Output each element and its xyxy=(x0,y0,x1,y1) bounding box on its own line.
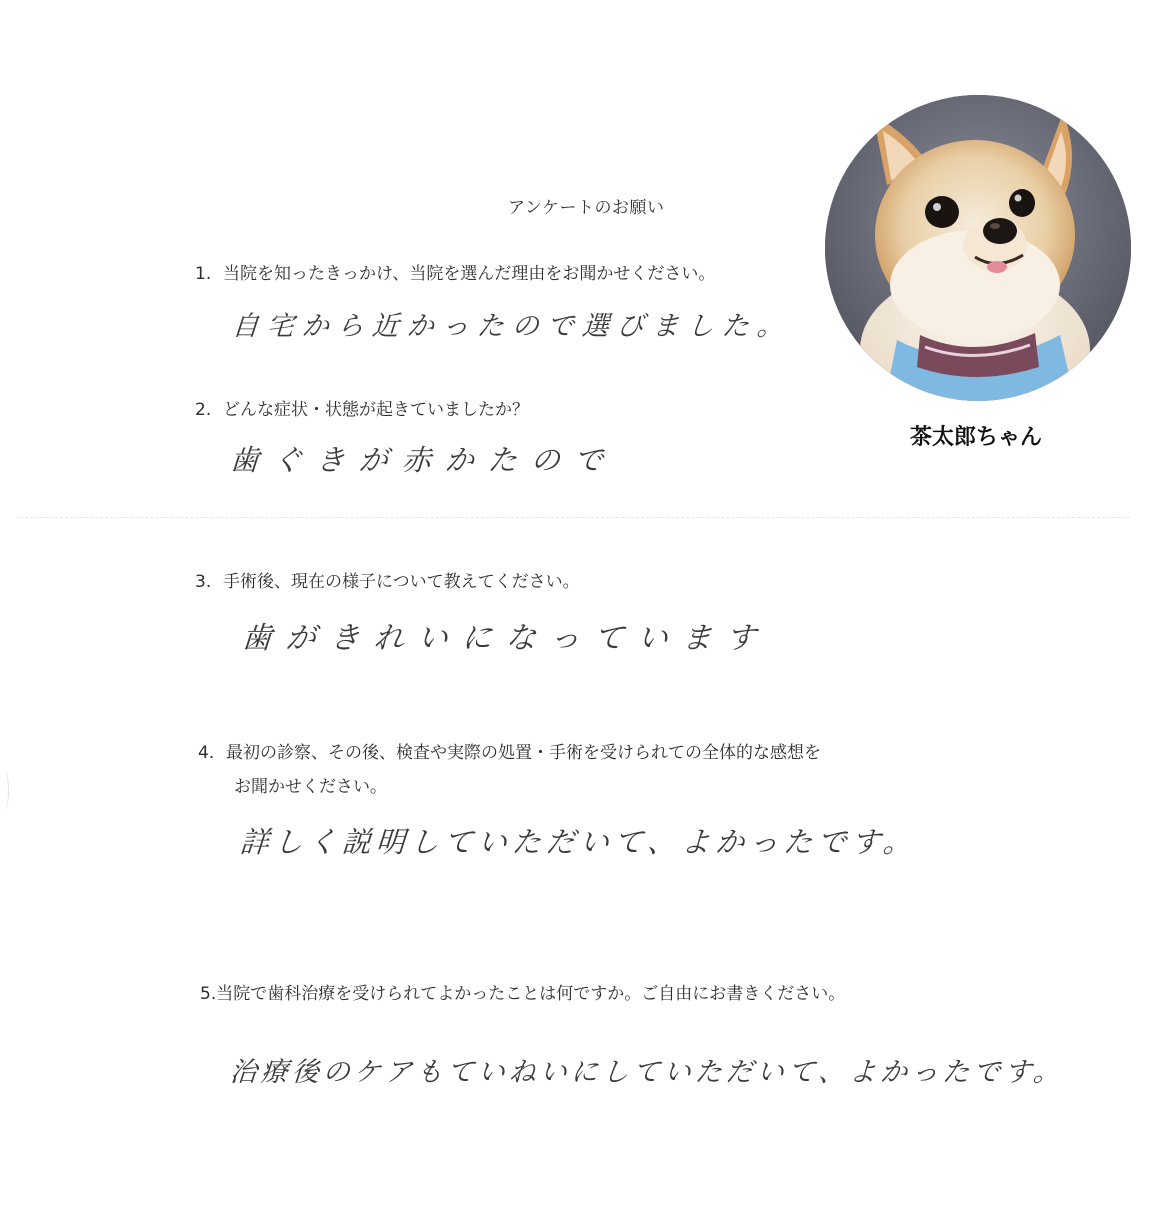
question-number: 5. xyxy=(200,984,217,1004)
answer-5-handwritten: 治療後のケアもていねいにしていただいて、よかったです。 xyxy=(228,1057,1066,1088)
dog-photo-icon xyxy=(825,95,1131,401)
question-text: 当院を知ったきっかけ、当院を選んだ理由をお聞かせください。 xyxy=(223,264,716,284)
question-number: 2. xyxy=(195,400,212,420)
question-text-continued: お聞かせください。 xyxy=(234,777,387,797)
answer-1-handwritten: 自宅から近かったので選びました。 xyxy=(230,311,793,342)
answer-3-handwritten: 歯がきれいになっています xyxy=(240,621,771,656)
question-5 xyxy=(200,977,845,1011)
question-4 xyxy=(198,736,821,804)
question-3 xyxy=(195,565,580,599)
question-1 xyxy=(195,257,715,291)
question-text: 当院で歯科治療を受けられてよかったことは何ですか。ご自由にお書きください。 xyxy=(216,984,846,1004)
question-text: どんな症状・状態が起きていましたか？ xyxy=(223,400,529,420)
pet-name-caption: 茶太郎ちゃん xyxy=(910,424,1043,449)
survey-title: アンケートのお願い xyxy=(508,198,665,218)
dog-photo xyxy=(825,95,1131,401)
question-number: 1. xyxy=(195,264,212,284)
question-text: 最初の診察、その後、検査や実際の処置・手術を受けられての全体的な感想を xyxy=(226,743,821,763)
scan-edge-mark xyxy=(0,770,9,810)
question-2 xyxy=(195,393,529,427)
question-number: 4. xyxy=(198,743,215,763)
question-text: 手術後、現在の様子について教えてください。 xyxy=(223,572,580,592)
question-number: 3. xyxy=(195,572,212,592)
answer-2-handwritten: 歯ぐきが赤かたので xyxy=(228,443,619,477)
answer-4-handwritten: 詳しく説明していただいて、よかったです。 xyxy=(238,825,919,859)
fold-line xyxy=(20,517,1130,518)
